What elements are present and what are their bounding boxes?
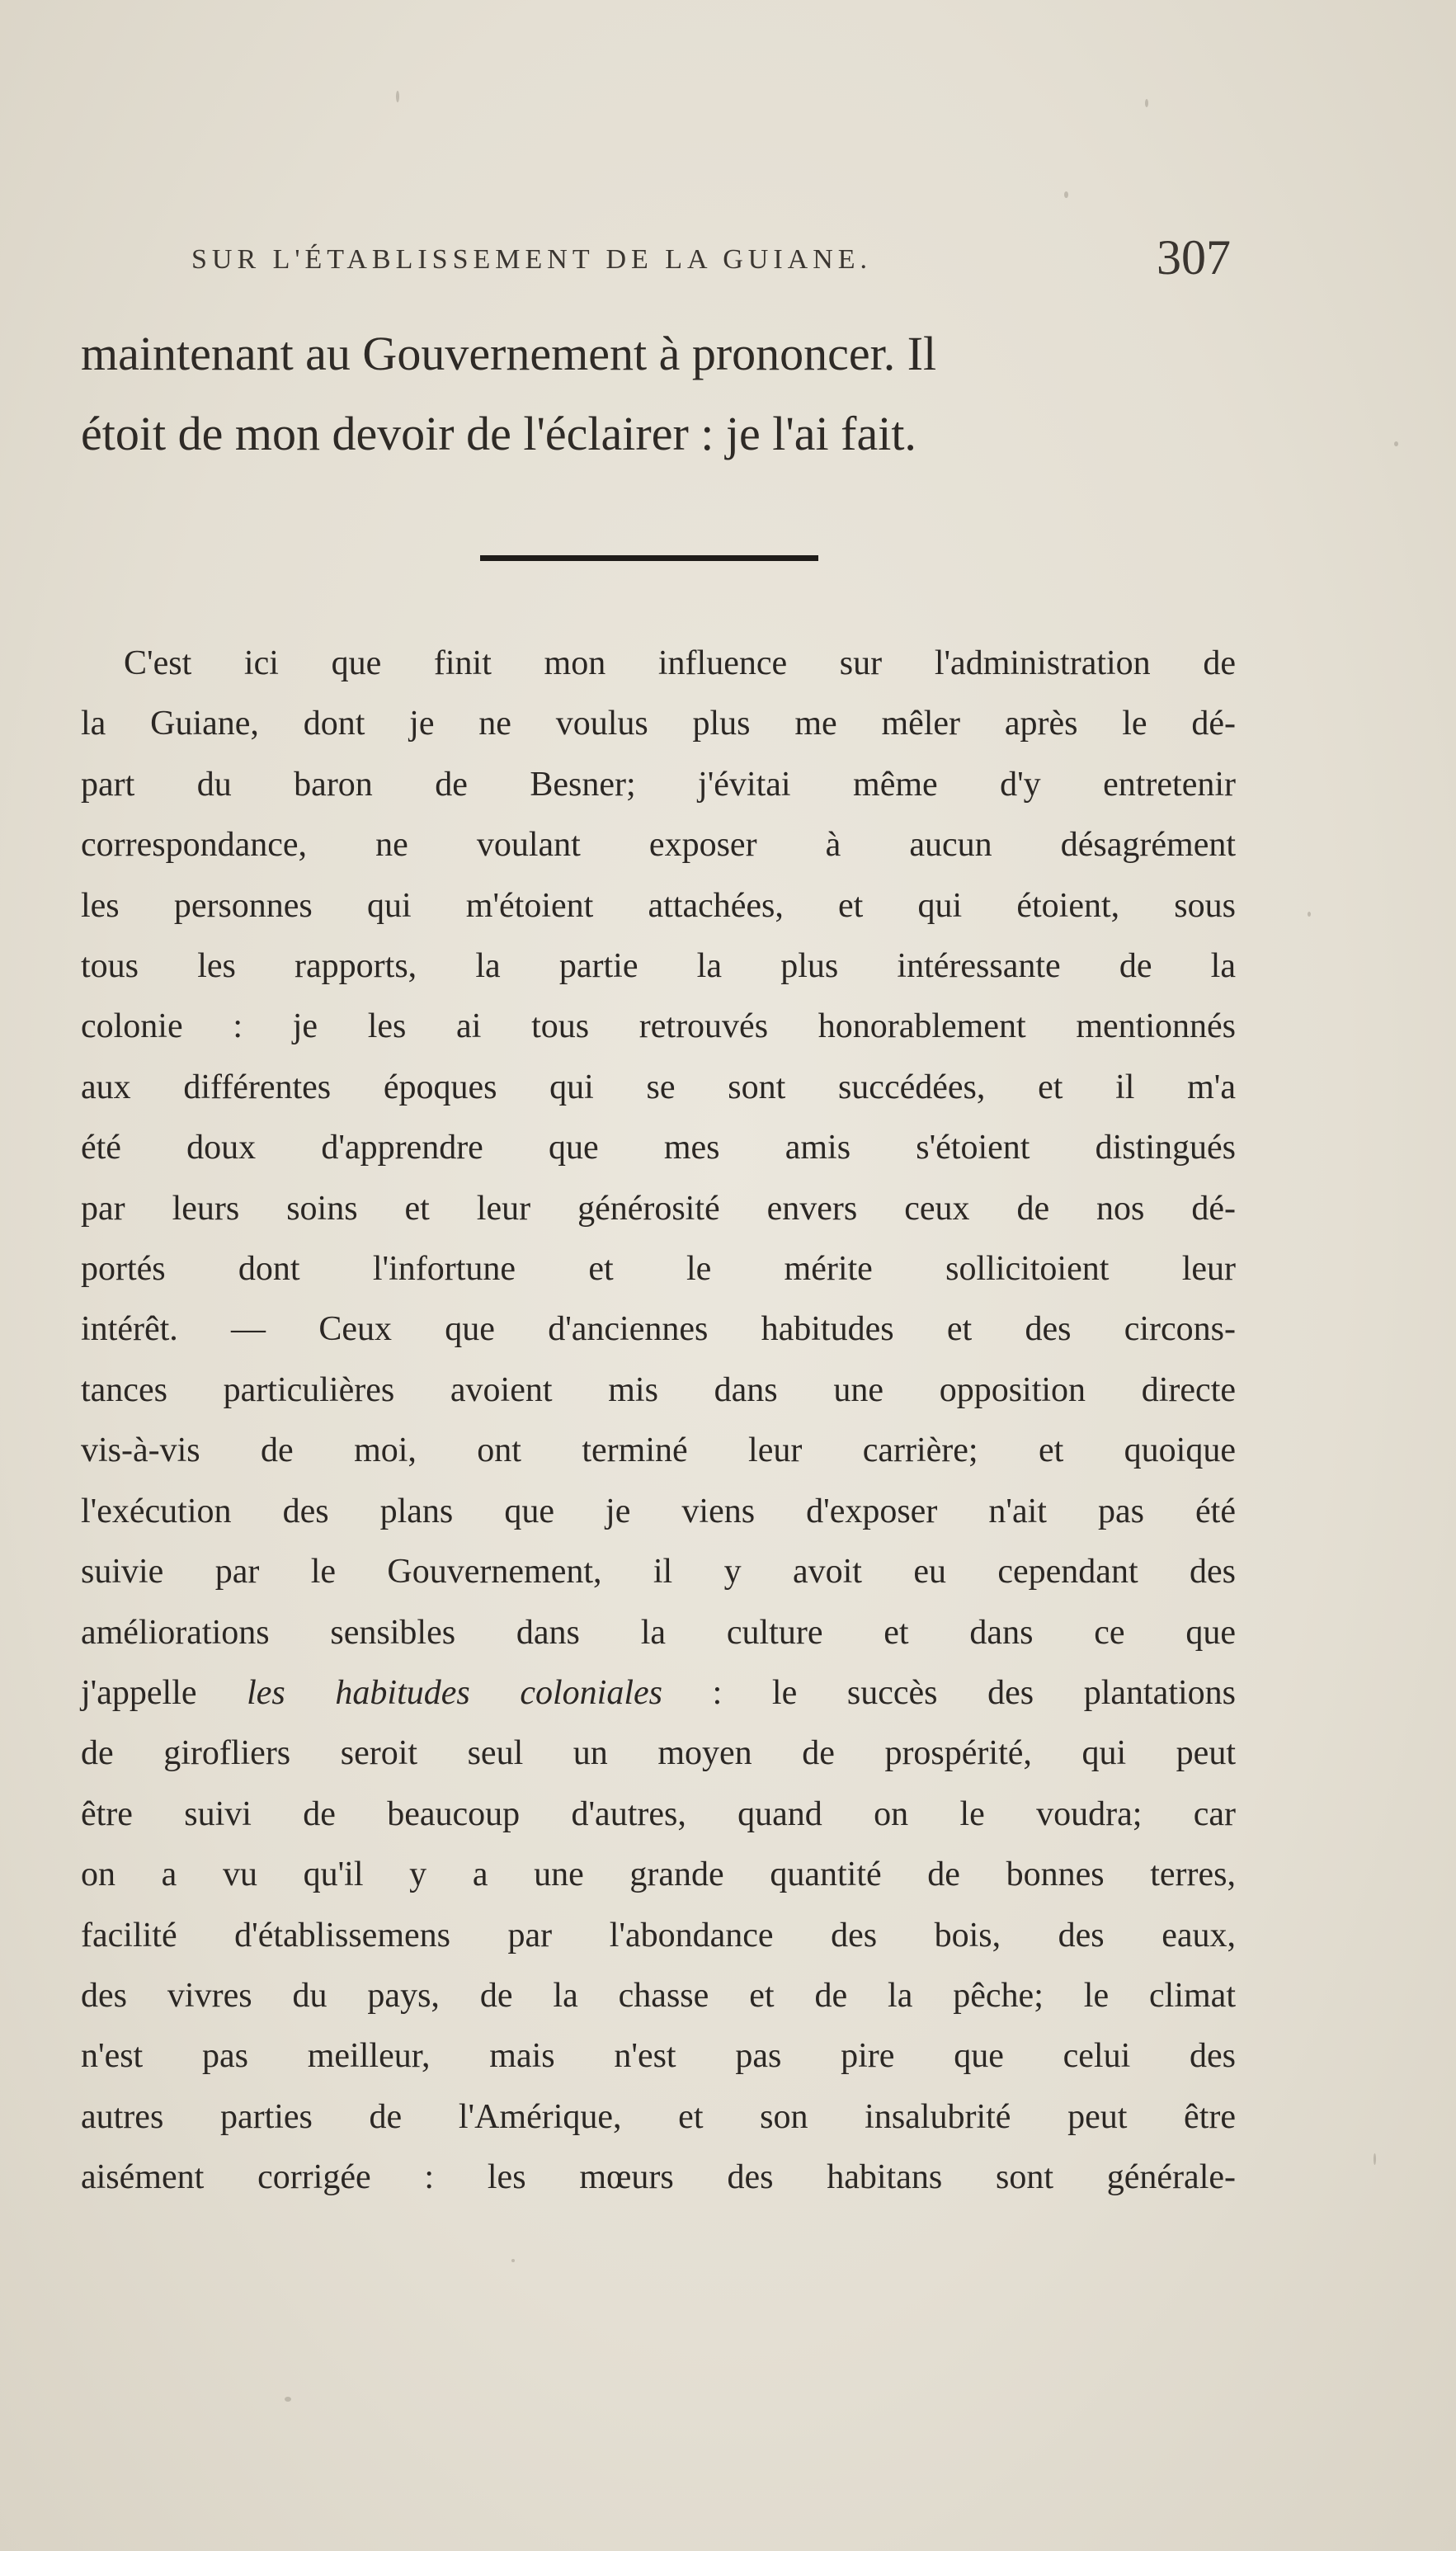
text-fragment: j'appelle (81, 1673, 247, 1712)
text-line: aux différentes époques qui se sont succédées, et il m'a (81, 1068, 1236, 1106)
text-line: C'est ici que finit mon influence sur l'administration de (124, 644, 1236, 682)
text-line: vis-à-vis de moi, ont terminé leur carrière; et quoique (81, 1431, 1236, 1470)
text-line: maintenant au Gouvernement à prononcer. Il (81, 327, 937, 380)
text-line: correspondance, ne voulant exposer à aucun désagrément (81, 826, 1236, 865)
text-line: portés dont l'infortune et le mérite sollicitoient leur (81, 1250, 1236, 1289)
text-line: intérêt. — Ceux que d'anciennes habitudes et des circons- (81, 1310, 1236, 1349)
section-rule (480, 555, 818, 561)
text-fragment: : le succès des plantations (662, 1673, 1236, 1712)
text-line: part du baron de Besner; j'évitai même d'y entretenir (81, 765, 1236, 804)
italic-phrase: les habitudes coloniales (247, 1673, 662, 1712)
continued-paragraph (81, 314, 1236, 474)
text-line: de girofliers seroit seul un moyen de prospérité, qui peut (81, 1734, 1236, 1773)
text-line: l'exécution des plans que je viens d'exposer n'ait pas été (81, 1492, 1236, 1530)
text-line: colonie : je les ai tous retrouvés honorablement mentionnés (81, 1007, 1236, 1046)
text-line-with-italic (81, 1663, 1236, 1723)
text-line: on a vu qu'il y a une grande quantité de bonnes terres, (81, 1855, 1236, 1894)
text-line: tous les rapports, la partie la plus intéressante de la (81, 947, 1236, 986)
text-line: été doux d'apprendre que mes amis s'étoient distingués (81, 1129, 1236, 1167)
text-line: améliorations sensibles dans la culture et dans ce que (81, 1613, 1236, 1652)
page-number: 307 (1157, 230, 1231, 285)
text-line: les personnes qui m'étoient attachées, et qui étoient, sous (81, 886, 1236, 925)
text-line: tances particulières avoient mis dans une opposition directe (81, 1370, 1236, 1409)
text-line: aisément corrigée : les mœurs des habitans sont générale- (81, 2158, 1236, 2197)
main-paragraph (81, 634, 1236, 2209)
text-line: suivie par le Gouvernement, il y avoit eu cependant des (81, 1553, 1236, 1591)
running-head: SUR L'ÉTABLISSEMENT DE LA GUIANE. (191, 244, 873, 275)
text-line: facilité d'établissemens par l'abondance des bois, des eaux, (81, 1916, 1236, 1955)
text-line: par leurs soins et leur générosité envers ceux de nos dé- (81, 1189, 1236, 1228)
page-header (191, 229, 1231, 295)
text-line: la Guiane, dont je ne voulus plus me mêler après le dé- (81, 705, 1236, 743)
text-line: étoit de mon devoir de l'éclairer : je l'ai fait. (81, 407, 916, 460)
text-line: être suivi de beaucoup d'autres, quand on le voudra; car (81, 1794, 1236, 1833)
text-line: des vivres du pays, de la chasse et de la pêche; le climat (81, 1976, 1236, 2015)
text-line: autres parties de l'Amérique, et son insalubrité peut être (81, 2097, 1236, 2136)
text-line: n'est pas meilleur, mais n'est pas pire que celui des (81, 2037, 1236, 2076)
